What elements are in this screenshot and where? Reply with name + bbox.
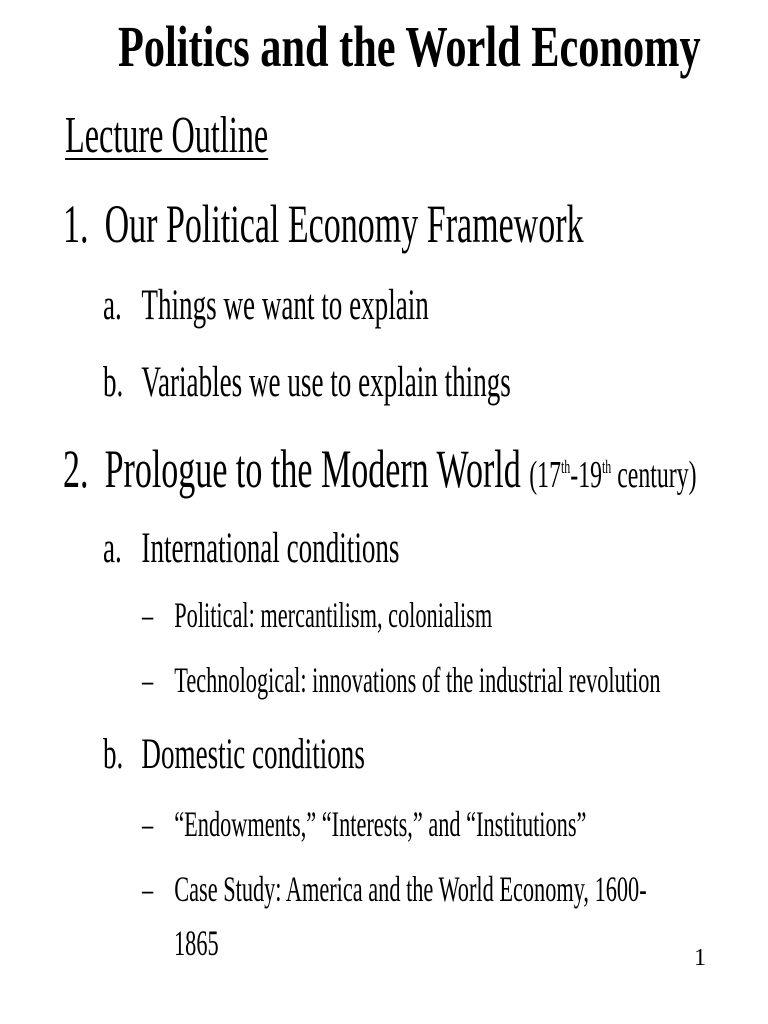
dash-bullet: – [142, 660, 154, 700]
outline-item-2-marker: 2. [63, 439, 89, 499]
dash-bullet: – [142, 869, 154, 909]
outline-item-2b-marker: b. [103, 731, 124, 778]
outline-item-2b [103, 733, 519, 776]
dash-bullet: – [142, 595, 154, 635]
outline-item-1 [63, 194, 768, 254]
outline-item-2b-text: Domestic conditions [141, 731, 365, 778]
outline-item-1b [103, 361, 750, 404]
outline-item-2a-text: International conditions [141, 525, 400, 572]
outline-bullet-2b-2-continued: 1865 [174, 923, 219, 963]
slide-title: Politics and the World Economy [118, 14, 701, 79]
outline-bullet-2b-2: – Case Study: America and the World Economy, 1600- [142, 869, 647, 909]
outline-item-1a [103, 284, 620, 327]
outline-bullet-2b-1: – “Endowments,” “Interests,” and “Institutions” [142, 804, 587, 844]
outline-item-2a [103, 527, 574, 570]
outline-item-1-marker: 1. [63, 194, 89, 254]
outline-item-1a-text: Things we want to explain [141, 282, 429, 329]
outline-item-1b-text: Variables we use to explain things [141, 359, 511, 406]
outline-bullet-2a-1: – Political: mercantilism, colonialism [142, 595, 493, 635]
lecture-outline-heading: Lecture Outline [65, 107, 269, 164]
page-number: 1 [694, 945, 706, 971]
outline-item-1b-marker: b. [103, 359, 124, 406]
outline-item-2-text: Prologue to the Modern World [104, 439, 521, 499]
outline-bullet-2a-2: – Technological: innovations of the industrial revolution [142, 660, 661, 700]
outline-item-2a-marker: a. [103, 525, 122, 572]
outline-item-1-text: Our Political Economy Framework [104, 194, 584, 254]
dash-bullet: – [142, 804, 154, 844]
century-range: (17th-19th century) [529, 454, 697, 496]
outline-item-1a-marker: a. [103, 282, 122, 329]
outline-item-2 [63, 439, 768, 499]
